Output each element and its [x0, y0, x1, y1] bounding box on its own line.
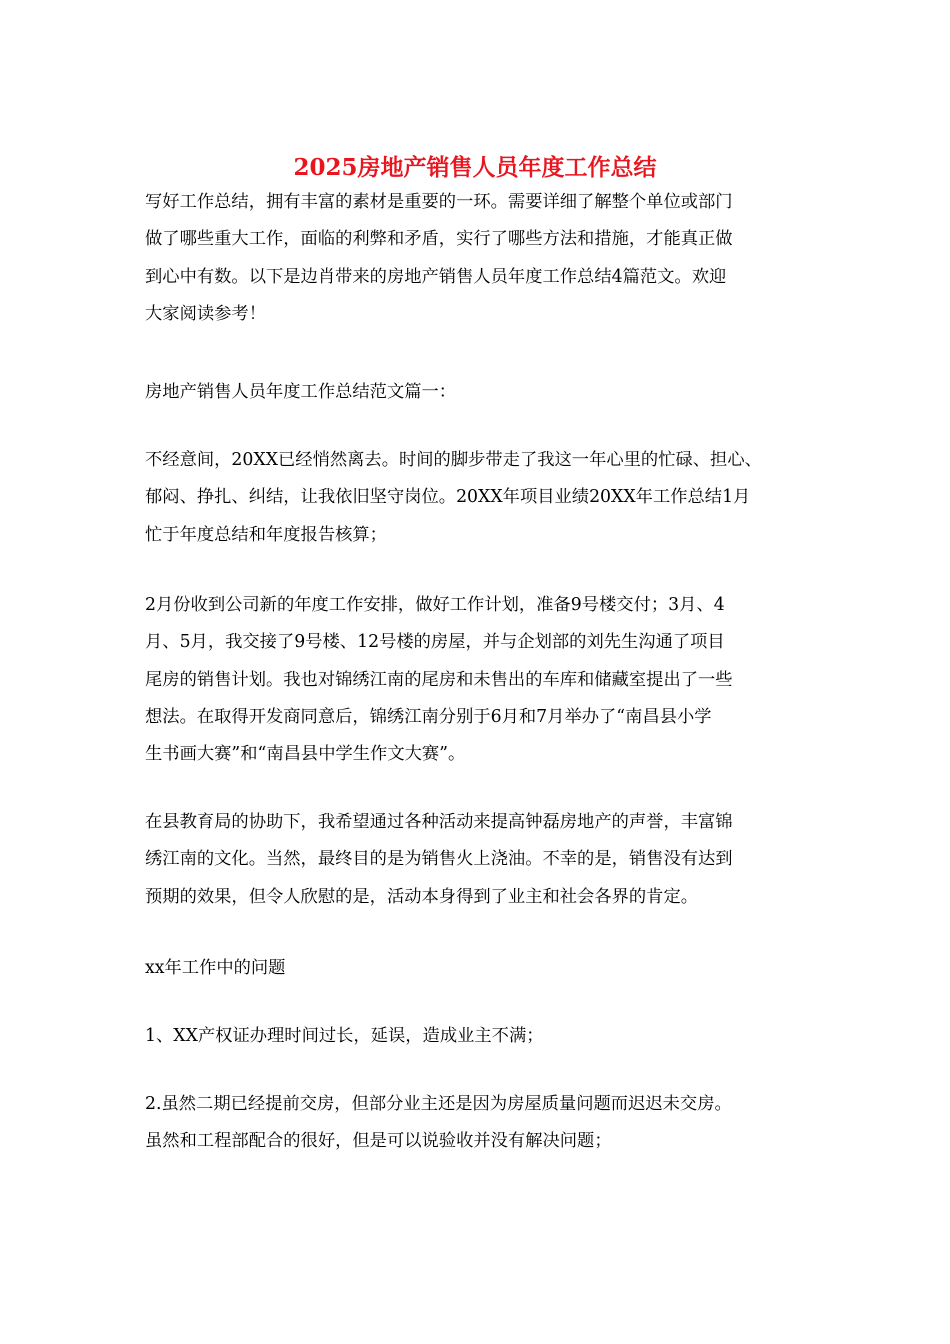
- section-heading-text: 房地产销售人员年度工作总结范文篇一：: [145, 382, 457, 402]
- section-heading: [145, 374, 810, 411]
- paragraph-line: 绣江南的文化。当然，最终目的是为销售火上浇油。不幸的是，销售没有达到: [145, 849, 733, 870]
- problem-item-text: 1、XX产权证办理时间过长，延误，造成业主不满；: [145, 1026, 544, 1046]
- problem-item-text: 虽然和工程部配合的很好，但是可以说验收并没有解决问题；: [145, 1131, 612, 1152]
- document-title: 2025房地产销售人员年度工作总结: [293, 154, 657, 181]
- problem-item-1: [145, 1018, 810, 1055]
- paragraph-line: 不经意间，20XX已经悄然离去。时间的脚步带走了我这一年心里的忙碌、担心、: [145, 450, 762, 470]
- intro-line: 到心中有数。以下是边肖带来的房地产销售人员年度工作总结4篇范文。欢迎: [145, 266, 727, 287]
- paragraph-line: 生书画大赛”和“南昌县中学生作文大赛”。: [145, 744, 466, 765]
- intro-line: 写好工作总结，拥有丰富的素材是重要的一环。需要详细了解整个单位或部门: [145, 192, 733, 212]
- intro-paragraph: [145, 184, 810, 333]
- paragraph-line: 想法。在取得开发商同意后，锦绣江南分别于6月和7月举办了“南昌县小学: [145, 706, 712, 727]
- paragraph-line: 月、5月，我交接了9号楼、12号楼的房屋，并与企划部的刘先生沟通了项目: [145, 632, 725, 653]
- problems-heading-text: xx年工作中的问题: [145, 958, 286, 978]
- intro-line: 做了哪些重大工作，面临的利弊和矛盾，实行了哪些方法和措施，才能真正做: [145, 229, 733, 250]
- paragraph-line: 预期的效果，但令人欣慰的是，活动本身得到了业主和社会各界的肯定。: [145, 886, 699, 907]
- paragraph-line: 忙于年度总结和年度报告核算；: [145, 524, 387, 545]
- paragraph-3: [145, 804, 810, 916]
- paragraph-line: 在县教育局的协助下，我希望通过各种活动来提高钟磊房地产的声誉，丰富锦: [145, 812, 733, 832]
- paragraph-line: 2月份收到公司新的年度工作安排，做好工作计划，准备9号楼交付；3月、4: [145, 595, 725, 615]
- problems-heading: [145, 950, 810, 987]
- problem-item-text: 2.虽然二期已经提前交房，但部分业主还是因为房屋质量问题而迟迟未交房。: [145, 1094, 732, 1114]
- problem-item-2: [145, 1086, 810, 1161]
- paragraph-line: 郁闷、挣扎、纠结，让我依旧坚守岗位。20XX年项目业绩20XX年工作总结1月: [145, 487, 751, 508]
- intro-line: 大家阅读参考！: [145, 303, 266, 324]
- paragraph-line: 尾房的销售计划。我也对锦绣江南的尾房和未售出的车库和储藏室提出了一些: [145, 669, 733, 690]
- paragraph-2: [145, 587, 810, 773]
- paragraph-1: [145, 442, 810, 554]
